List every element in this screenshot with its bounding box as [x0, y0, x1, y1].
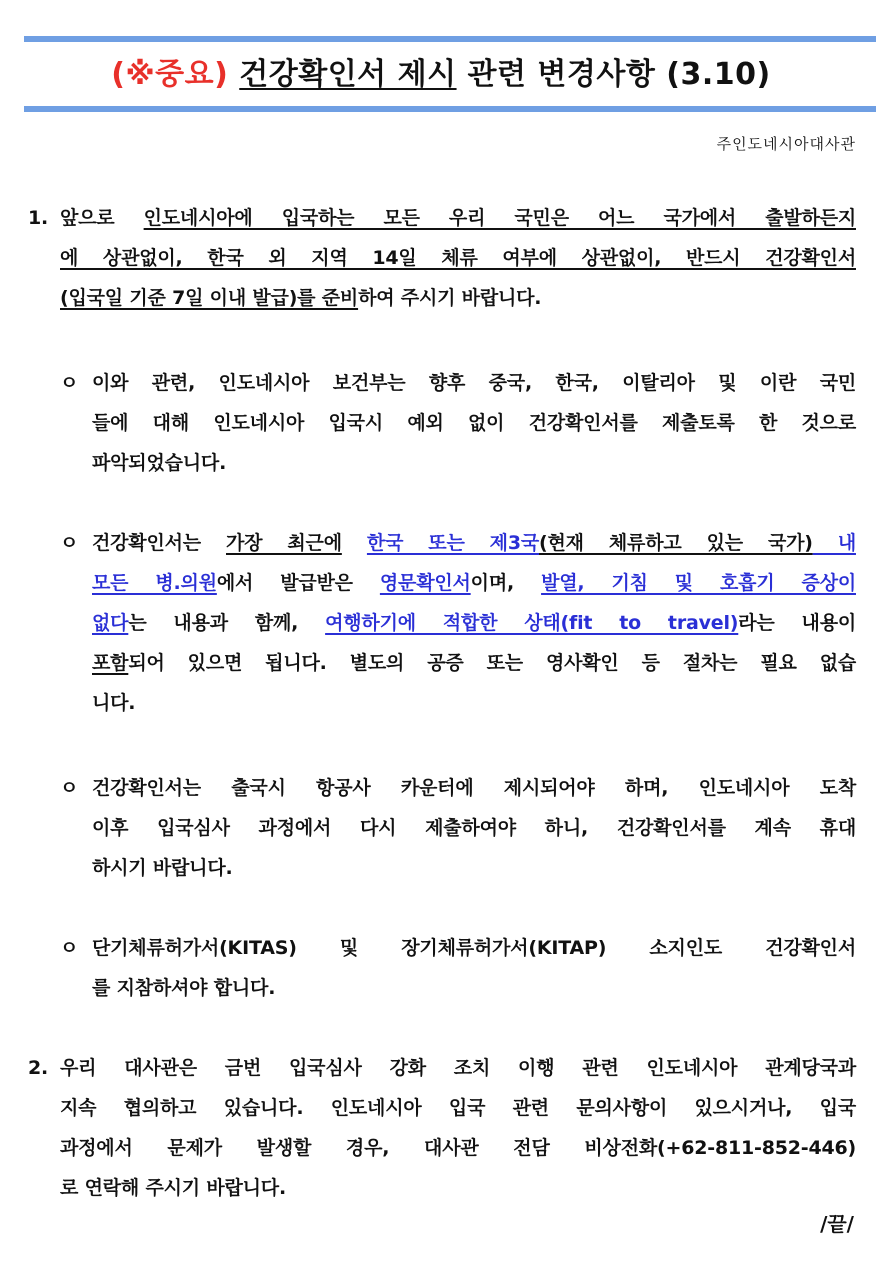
bullet-1-line-3: 파악되었습니다.: [92, 452, 227, 474]
section-2-line-3: 과정에서 문제가 발생할 경우, 대사관 전담 비상전화(+62-811-852-446): [60, 1137, 856, 1159]
bullet-2-line-3: 없다는 내용과 함께, 여행하기에 적합한 상태(fit to travel)라는 내용이: [92, 612, 857, 634]
section-1-number: 1.: [28, 207, 49, 229]
bullet-4-line-1: 단기체류허가서(KITAS) 및 장기체류허가서(KITAP) 소지인도 건강확인서: [92, 937, 856, 959]
bullet-2-line-2: 모든 병.의원에서 발급받은 영문확인서이며, 발열, 기침 및 호흡기 증상이: [92, 572, 856, 594]
issuer-name: 주인도네시아대사관: [716, 135, 856, 153]
section-1-line-2: 에 상관없이, 한국 외 지역 14일 체류 여부에 상관없이, 반드시 건강확인서: [60, 247, 856, 269]
bullet-3-line-1: 건강확인서는 출국시 항공사 카운터에 제시되어야 하며, 인도네시아 도착: [92, 777, 856, 799]
section-1: [28, 198, 856, 318]
bullet-4: [60, 928, 856, 1008]
bullet-2-line-1: 건강확인서는 가장 최근에 한국 또는 제3국(현재 체류하고 있는 국가) 내: [92, 532, 856, 554]
bullet-3-line-2: 이후 입국심사 과정에서 다시 제출하여야 하니, 건강확인서를 계속 휴대: [92, 817, 856, 839]
bullet-2-line-4: 포함되어 있으면 됩니다. 별도의 공증 또는 영사확인 등 절차는 필요 없습: [92, 652, 856, 674]
section-1-line-3: (입국일 기준 7일 이내 발급)를 준비하여 주시기 바랍니다.: [60, 287, 542, 309]
bullet-1: [60, 363, 856, 483]
bottom-rule: [24, 106, 876, 112]
title-urgent-tag: (※중요): [111, 57, 229, 92]
section-2-number: 2.: [28, 1057, 49, 1079]
bullet-3: [60, 768, 856, 888]
bullet-3-marker: ㅇ: [60, 777, 79, 799]
bullet-1-line-1: 이와 관련, 인도네시아 보건부는 향후 중국, 한국, 이탈리아 및 이란 국민: [92, 372, 856, 394]
section-2-line-1: 우리 대사관은 금번 입국심사 강화 조치 이행 관련 인도네시아 관계당국과: [60, 1057, 856, 1079]
section-1-line-1: 앞으로 인도네시아에 입국하는 모든 우리 국민은 어느 국가에서 출발하든지: [60, 207, 856, 229]
bullet-4-line-2: 를 지참하셔야 합니다.: [92, 977, 276, 999]
top-rule: [24, 36, 876, 42]
section-2: [28, 1048, 856, 1208]
bullet-2: [60, 523, 856, 723]
bullet-2-line-5: 니다.: [92, 692, 136, 714]
bullet-1-line-2: 들에 대해 인도네시아 입국시 예외 없이 건강확인서를 제출토록 한 것으로: [92, 412, 856, 434]
section-2-line-4: 로 연락해 주시기 바랍니다.: [60, 1177, 286, 1199]
bullet-4-marker: ㅇ: [60, 937, 79, 959]
bullet-2-marker: ㅇ: [60, 532, 79, 554]
section-2-line-2: 지속 협의하고 있습니다. 인도네시아 입국 관련 문의사항이 있으시거나, 입국: [60, 1097, 856, 1119]
title-main-underlined: 건강확인서 제시: [239, 57, 457, 92]
end-mark: /끝/: [820, 1212, 854, 1236]
title-rest: 관련 변경사항 (3.10): [467, 57, 771, 92]
page-title: [0, 50, 882, 100]
bullet-3-line-3: 하시기 바랍니다.: [92, 857, 233, 879]
bullet-1-marker: ㅇ: [60, 372, 79, 394]
